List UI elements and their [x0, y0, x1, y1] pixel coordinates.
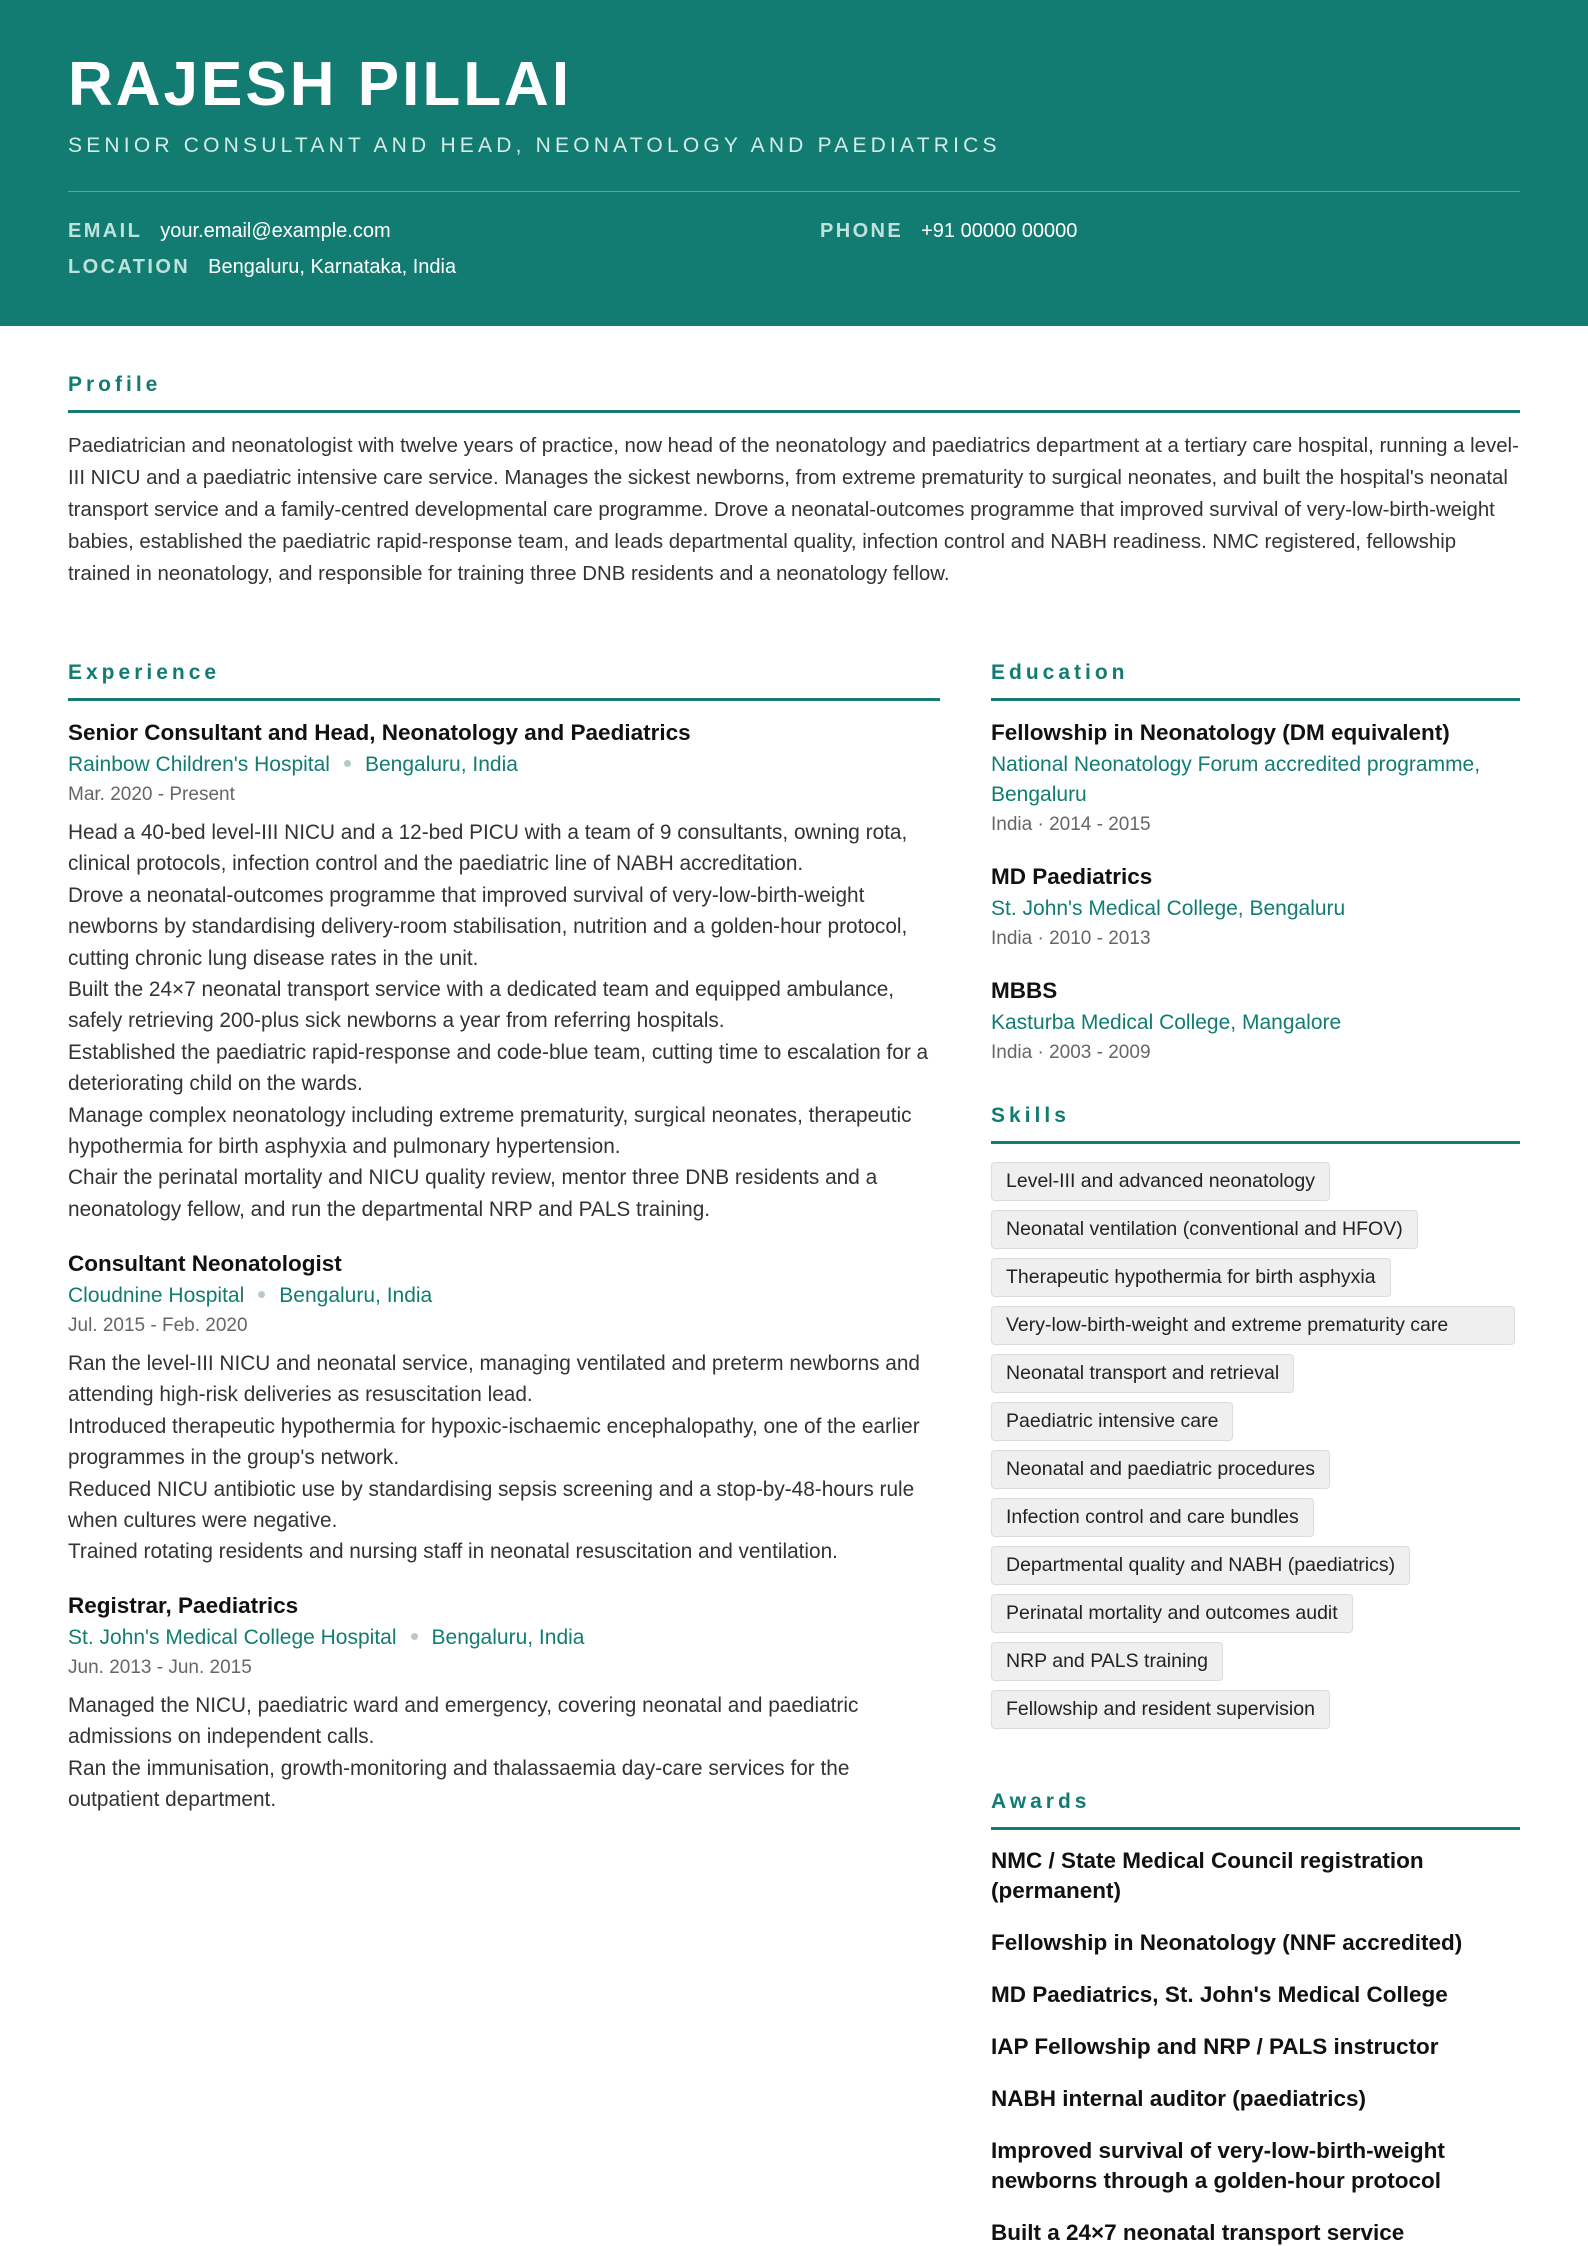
- candidate-name: RAJESH PILLAI: [68, 50, 573, 119]
- job-meta: [68, 750, 940, 780]
- education-meta: India · 2010 - 2013: [991, 928, 1151, 949]
- education-divider: [991, 698, 1520, 701]
- job-description: [68, 1348, 940, 1568]
- profile-divider: [68, 410, 1520, 413]
- award-item: MD Paediatrics, St. John's Medical College: [991, 1982, 1448, 2007]
- profile-heading: Profile: [68, 373, 162, 396]
- education-degree: MD Paediatrics: [991, 864, 1153, 889]
- skill-chip: Infection control and care bundles: [991, 1498, 1314, 1537]
- experience-divider: [68, 698, 940, 701]
- skill-chip: Level-III and advanced neonatology: [991, 1162, 1330, 1201]
- skill-chip: Perinatal mortality and outcomes audit: [991, 1594, 1353, 1633]
- award-item: Fellowship in Neonatology (NNF accredited): [991, 1930, 1463, 1955]
- job-entry: [68, 1591, 940, 1816]
- job-bullet: Manage complex neonatology including extreme prematurity, surgical neonates, therapeutic hypothermia for birth asphyxia and pulmonary hypertension.: [68, 1103, 912, 1159]
- award-item: Built a 24×7 neonatal transport service: [991, 2220, 1405, 2245]
- skills-list: [991, 1162, 1531, 1738]
- education-institution: St. John's Medical College, Bengaluru: [991, 897, 1346, 920]
- education-meta: India · 2003 - 2009: [991, 1042, 1151, 1063]
- education-institution: National Neonatology Forum accredited programme, Bengaluru: [991, 753, 1481, 806]
- job-bullet: Reduced NICU antibiotic use by standardising sepsis screening and a stop-by-48-hours rule when cultures were negative.: [68, 1477, 915, 1533]
- job-location: Bengaluru, India: [431, 1626, 585, 1649]
- award-item: IAP Fellowship and NRP / PALS instructor: [991, 2034, 1439, 2059]
- skill-chip: Very-low-birth-weight and extreme prematurity care: [991, 1306, 1515, 1345]
- skill-chip: Neonatal ventilation (conventional and HFOV): [991, 1210, 1418, 1249]
- award-item: NABH internal auditor (paediatrics): [991, 2086, 1367, 2111]
- job-location: Bengaluru, India: [364, 753, 518, 776]
- email-value[interactable]: your.email@example.com: [160, 220, 391, 242]
- skill-chip: Fellowship and resident supervision: [991, 1690, 1330, 1729]
- contact-location: [68, 254, 456, 280]
- awards-list: [991, 1846, 1531, 2246]
- job-dates: Mar. 2020 - Present: [68, 784, 235, 805]
- job-organization: Cloudnine Hospital: [68, 1284, 245, 1307]
- job-bullet: Built the 24×7 neonatal transport service with a dedicated team and equipped ambulance, safely retrieving 200-plus sick newborns a year from referring hospitals.: [68, 978, 895, 1033]
- job-meta: [68, 1623, 940, 1653]
- job-bullet: Drove a neonatal-outcomes programme that improved survival of very-low-birth-weight newborns by standardising delivery-room stabilisation, nutrition and a golden-hour protocol, cutting chronic lung disease rates in the unit.: [68, 883, 908, 970]
- education-degree: MBBS: [991, 978, 1058, 1003]
- candidate-headline: SENIOR CONSULTANT AND HEAD, NEONATOLOGY AND PAEDIATRICS: [68, 134, 1001, 157]
- education-entry: [991, 718, 1531, 839]
- job-bullet: Ran the immunisation, growth-monitoring and thalassaemia day-care services for the outpatient department.: [68, 1756, 850, 1812]
- skill-chip: Paediatric intensive care: [991, 1402, 1233, 1441]
- education-heading: Education: [991, 661, 1129, 684]
- separator-dot: [411, 1633, 418, 1640]
- job-entry: [68, 1249, 940, 1568]
- skills-divider: [991, 1141, 1520, 1144]
- job-entry: [68, 718, 940, 1225]
- award-item: Improved survival of very-low-birth-weight newborns through a golden-hour protocol: [991, 2138, 1445, 2193]
- education-entry: [991, 862, 1531, 953]
- job-bullet: Head a 40-bed level-III NICU and a 12-bed PICU with a team of 9 consultants, owning rota, clinical protocols, infection control and the paediatric line of NABH accreditation.: [68, 821, 908, 876]
- job-bullet: Managed the NICU, paediatric ward and emergency, covering neonatal and paediatric admissions on independent calls.: [68, 1694, 859, 1749]
- skills-heading: Skills: [991, 1104, 1070, 1127]
- job-bullet: Ran the level-III NICU and neonatal service, managing ventilated and preterm newborns and attending high-risk deliveries as resuscitation lead.: [68, 1352, 921, 1407]
- skill-chip: Neonatal and paediatric procedures: [991, 1450, 1330, 1489]
- job-dates: Jun. 2013 - Jun. 2015: [68, 1657, 252, 1678]
- skill-chip: Neonatal transport and retrieval: [991, 1354, 1294, 1393]
- job-bullet: Trained rotating residents and nursing staff in neonatal resuscitation and ventilation.: [68, 1540, 838, 1564]
- job-title: Registrar, Paediatrics: [68, 1593, 299, 1618]
- skill-chip: Therapeutic hypothermia for birth asphyxia: [991, 1258, 1391, 1297]
- header-divider: [68, 191, 1520, 192]
- contact-email: [68, 218, 391, 244]
- location-label: LOCATION: [68, 256, 191, 278]
- profile-summary: Paediatrician and neonatologist with twelve years of practice, now head of the neonatology and paediatrics department at a tertiary care hospital, running a level-III NICU and a paediatric intensive care service. Manages the sickest newborns, from extreme prematurity to surgical neonates, and built the hospital's neonatal transport service and a family-centred developmental care programme. Drove a neonatal-outcomes programme that improved survival of very-low-birth-weight babies, established the paediatric rapid-response team, and leads departmental quality, infection control and NABH readiness. NMC registered, fellowship trained in neonatology, and responsible for training three DNB residents and a neonatology fellow.: [68, 435, 1519, 585]
- job-dates: Jul. 2015 - Feb. 2020: [68, 1315, 248, 1336]
- job-description: [68, 817, 940, 1225]
- contact-phone: [820, 218, 1077, 244]
- separator-dot: [344, 760, 351, 767]
- job-bullet: Chair the perinatal mortality and NICU quality review, mentor three DNB residents and a neonatology fellow, and run the departmental NRP and PALS training.: [68, 1166, 878, 1221]
- separator-dot: [258, 1291, 265, 1298]
- location-value: Bengaluru, Karnataka, India: [208, 256, 457, 278]
- email-label: EMAIL: [68, 220, 143, 242]
- job-title: Consultant Neonatologist: [68, 1251, 342, 1276]
- phone-label: PHONE: [820, 220, 904, 242]
- award-item: NMC / State Medical Council registration (permanent): [991, 1848, 1424, 1903]
- resume-header: [0, 0, 1588, 326]
- education-meta: India · 2014 - 2015: [991, 814, 1151, 835]
- job-location: Bengaluru, India: [279, 1284, 433, 1307]
- education-entry: [991, 976, 1531, 1067]
- job-meta: [68, 1281, 940, 1311]
- job-title: Senior Consultant and Head, Neonatology and Paediatrics: [68, 720, 691, 745]
- awards-divider: [991, 1827, 1520, 1830]
- job-bullet: Introduced therapeutic hypothermia for hypoxic-ischaemic encephalopathy, one of the earlier programmes in the group's network.: [68, 1414, 920, 1470]
- skill-chip: Departmental quality and NABH (paediatrics): [991, 1546, 1410, 1585]
- job-bullet: Established the paediatric rapid-response and code-blue team, cutting time to escalation for a deteriorating child on the wards.: [68, 1040, 929, 1096]
- job-organization: Rainbow Children's Hospital: [68, 753, 330, 776]
- job-organization: St. John's Medical College Hospital: [68, 1626, 397, 1649]
- skill-chip: NRP and PALS training: [991, 1642, 1223, 1681]
- phone-value[interactable]: +91 00000 00000: [921, 220, 1078, 242]
- education-institution: Kasturba Medical College, Mangalore: [991, 1011, 1342, 1034]
- job-description: [68, 1690, 940, 1816]
- education-degree: Fellowship in Neonatology (DM equivalent): [991, 720, 1450, 745]
- experience-heading: Experience: [68, 661, 221, 684]
- awards-heading: Awards: [991, 1790, 1091, 1813]
